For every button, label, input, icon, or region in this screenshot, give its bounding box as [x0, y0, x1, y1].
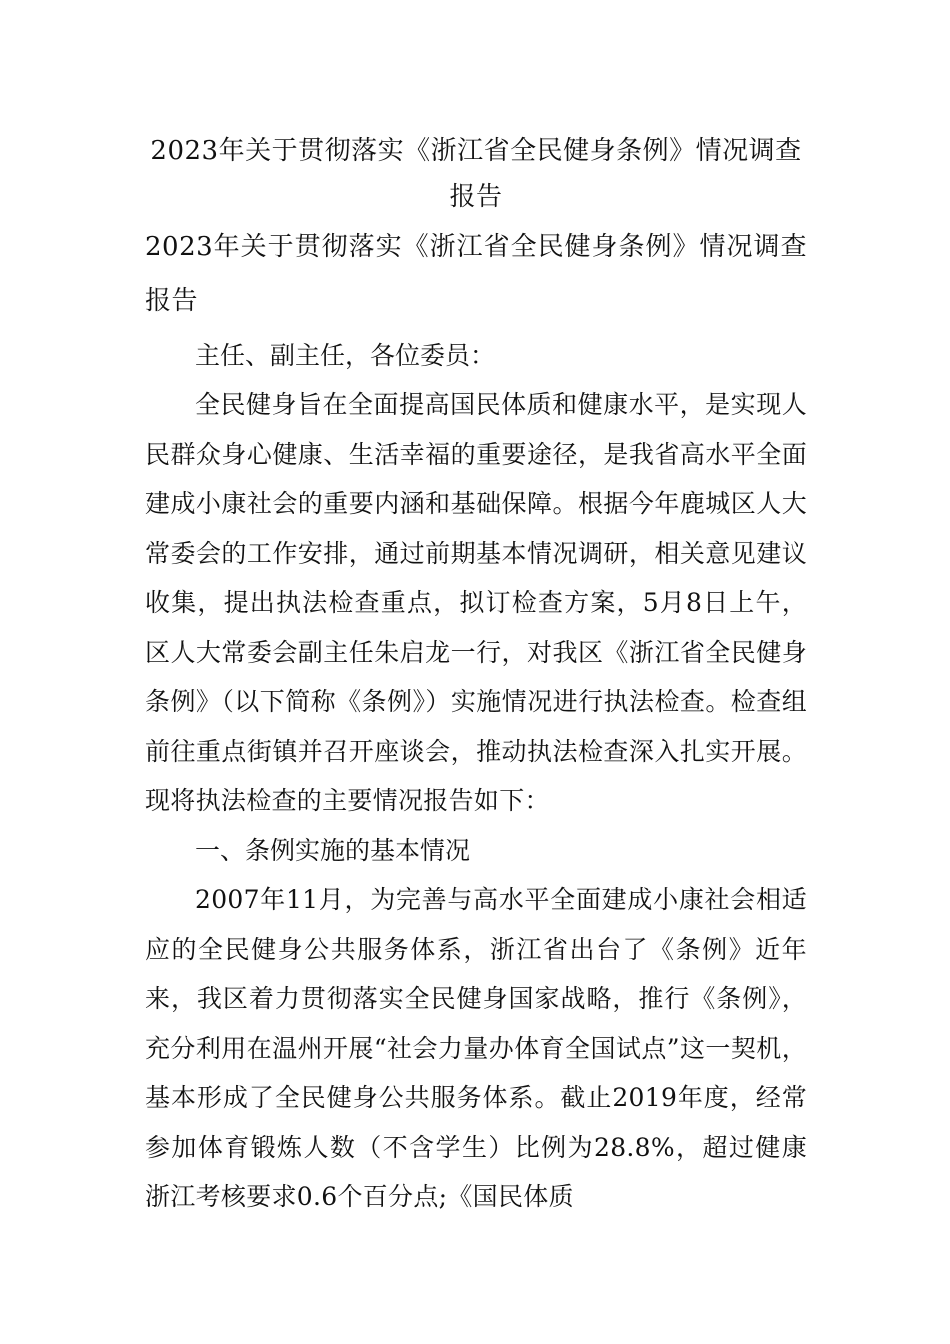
- document-subtitle: 2023年关于贯彻落实《浙江省全民健身条例》情况调查报告: [145, 232, 807, 316]
- section-paragraph: 2007年11月，为完善与高水平全面建成小康社会相适应的全民健身公共服务体系，浙江省出台了《条例》近年来，我区着力贯彻落实全民健身国家战略，推行《条例》，充分利用在温州开展“社会力量办体育全国试点”这一契机，基本形成了全民健身公共服务体系。截止2019年度，经常参加体育锻炼人数（不含学生）比例为28.8%，超过健康浙江考核要求0.6个百分点;《国民体质: [145, 885, 807, 1211]
- section-heading: 一、条例实施的基本情况: [195, 835, 471, 865]
- salutation: 主任、副主任，各位委员：: [195, 341, 496, 370]
- document-page: [145, 128, 807, 1222]
- intro-paragraph: 全民健身旨在全面提高国民体质和健康水平，是实现人民群众身心健康、生活幸福的重要途径，是我省高水平全面建成小康社会的重要内涵和基础保障。根据今年鹿城区人大常委会的工作安排，通过前期基本情况调研，相关意见建议收集，提出执法检查重点，拟订检查方案，5月8日上午，区人大常委会副主任朱启龙一行，对我区《浙江省全民健身条例》（以下简称《条例》）实施情况进行执法检查。检查组前往重点街镇并召开座谈会，推动执法检查深入扎实开展。现将执法检查的主要情况报告如下：: [145, 390, 807, 815]
- document-title: 2023年关于贯彻落实《浙江省全民健身条例》情况调查报告: [150, 136, 802, 212]
